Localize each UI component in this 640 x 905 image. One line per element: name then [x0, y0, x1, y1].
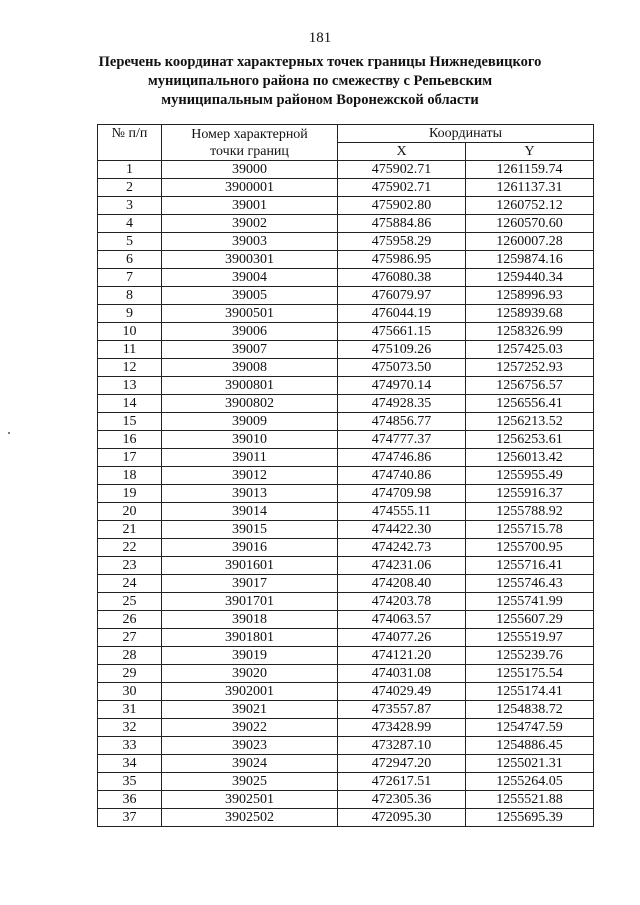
cell-y: 1255607.29: [466, 611, 594, 629]
cell-point: 39013: [162, 485, 338, 503]
cell-point: 39025: [162, 773, 338, 791]
cell-num: 13: [98, 377, 162, 395]
cell-num: 11: [98, 341, 162, 359]
table-row: [98, 521, 594, 539]
cell-x: 473428.99: [338, 719, 466, 737]
cell-y: 1255746.43: [466, 575, 594, 593]
cell-point: 39023: [162, 737, 338, 755]
cell-x: 474242.73: [338, 539, 466, 557]
cell-num: 6: [98, 251, 162, 269]
cell-point: 39004: [162, 269, 338, 287]
cell-x: 474709.98: [338, 485, 466, 503]
cell-point: 3901701: [162, 593, 338, 611]
table-row: [98, 701, 594, 719]
header-num-label: № п/п: [111, 126, 148, 141]
table-row: [98, 773, 594, 791]
table-row: [98, 647, 594, 665]
cell-point: 39010: [162, 431, 338, 449]
cell-x: 473557.87: [338, 701, 466, 719]
cell-x: 474422.30: [338, 521, 466, 539]
cell-num: 20: [98, 503, 162, 521]
cell-x: 475884.86: [338, 215, 466, 233]
cell-x: 475661.15: [338, 323, 466, 341]
table-row: [98, 287, 594, 305]
cell-y: 1258326.99: [466, 323, 594, 341]
cell-num: 35: [98, 773, 162, 791]
cell-y: 1255021.31: [466, 755, 594, 773]
document-title: [60, 53, 580, 110]
cell-x: 476080.38: [338, 269, 466, 287]
cell-x: 474203.78: [338, 593, 466, 611]
table-row: [98, 539, 594, 557]
cell-num: 29: [98, 665, 162, 683]
cell-num: 34: [98, 755, 162, 773]
table-row: [98, 683, 594, 701]
cell-x: 474029.49: [338, 683, 466, 701]
cell-num: 12: [98, 359, 162, 377]
cell-y: 1261159.74: [466, 161, 594, 179]
cell-y: 1256013.42: [466, 449, 594, 467]
cell-point: 39018: [162, 611, 338, 629]
cell-x: 473287.10: [338, 737, 466, 755]
header-coords: Координаты: [338, 125, 594, 143]
table-row: [98, 755, 594, 773]
cell-point: 39017: [162, 575, 338, 593]
cell-y: 1255695.39: [466, 809, 594, 827]
cell-num: 1: [98, 161, 162, 179]
table-row: [98, 485, 594, 503]
cell-point: 3901601: [162, 557, 338, 575]
cell-y: 1256556.41: [466, 395, 594, 413]
cell-y: 1256253.61: [466, 431, 594, 449]
table-row: [98, 341, 594, 359]
cell-point: 39002: [162, 215, 338, 233]
page-number: 181: [308, 30, 332, 46]
header-x: X: [338, 143, 466, 161]
table-row: [98, 431, 594, 449]
header-num: [98, 125, 162, 161]
cell-num: 18: [98, 467, 162, 485]
cell-y: 1255174.41: [466, 683, 594, 701]
scan-speck: [8, 432, 10, 434]
cell-y: 1255955.49: [466, 467, 594, 485]
cell-num: 21: [98, 521, 162, 539]
cell-num: 24: [98, 575, 162, 593]
cell-x: 472305.36: [338, 791, 466, 809]
table-row: [98, 719, 594, 737]
cell-y: 1260752.12: [466, 197, 594, 215]
cell-num: 2: [98, 179, 162, 197]
table-row: [98, 251, 594, 269]
table-row: [98, 593, 594, 611]
cell-y: 1255788.92: [466, 503, 594, 521]
header-y: Y: [466, 143, 594, 161]
cell-num: 27: [98, 629, 162, 647]
cell-point: 39003: [162, 233, 338, 251]
cell-num: 9: [98, 305, 162, 323]
table-row: [98, 413, 594, 431]
cell-point: 39016: [162, 539, 338, 557]
cell-y: 1255521.88: [466, 791, 594, 809]
cell-x: 474970.14: [338, 377, 466, 395]
table-row: [98, 449, 594, 467]
cell-x: 476079.97: [338, 287, 466, 305]
cell-y: 1255519.97: [466, 629, 594, 647]
cell-num: 23: [98, 557, 162, 575]
cell-point: 3900501: [162, 305, 338, 323]
cell-y: 1255264.05: [466, 773, 594, 791]
cell-num: 33: [98, 737, 162, 755]
cell-point: 39022: [162, 719, 338, 737]
cell-x: 474063.57: [338, 611, 466, 629]
table-row: [98, 161, 594, 179]
coordinates-table: [97, 124, 594, 827]
cell-x: 474555.11: [338, 503, 466, 521]
header-point-line-1: Номер характерной: [191, 126, 308, 142]
cell-point: 3902502: [162, 809, 338, 827]
cell-x: 472947.20: [338, 755, 466, 773]
cell-x: 475902.71: [338, 161, 466, 179]
cell-x: 474928.35: [338, 395, 466, 413]
table-row: [98, 197, 594, 215]
cell-y: 1254886.45: [466, 737, 594, 755]
cell-y: 1254838.72: [466, 701, 594, 719]
table-row: [98, 377, 594, 395]
cell-point: 3902001: [162, 683, 338, 701]
table-row: [98, 359, 594, 377]
cell-x: 474740.86: [338, 467, 466, 485]
table-row: [98, 791, 594, 809]
table-row: [98, 269, 594, 287]
cell-y: 1259440.34: [466, 269, 594, 287]
cell-x: 475902.80: [338, 197, 466, 215]
title-line-3: муниципальным районом Воронежской области: [161, 92, 479, 108]
cell-num: 31: [98, 701, 162, 719]
cell-point: 3902501: [162, 791, 338, 809]
cell-point: 39000: [162, 161, 338, 179]
table-row: [98, 737, 594, 755]
title-line-1: Перечень координат характерных точек границы Нижнедевицкого: [98, 54, 542, 70]
cell-num: 19: [98, 485, 162, 503]
cell-y: 1255741.99: [466, 593, 594, 611]
cell-x: 474121.20: [338, 647, 466, 665]
cell-x: 472095.30: [338, 809, 466, 827]
cell-point: 39011: [162, 449, 338, 467]
table-row: [98, 395, 594, 413]
cell-point: 3900301: [162, 251, 338, 269]
cell-x: 475958.29: [338, 233, 466, 251]
cell-y: 1258996.93: [466, 287, 594, 305]
table-row: [98, 503, 594, 521]
cell-num: 32: [98, 719, 162, 737]
cell-point: 39014: [162, 503, 338, 521]
cell-x: 476044.19: [338, 305, 466, 323]
table-row: [98, 809, 594, 827]
table-row: [98, 557, 594, 575]
title-line-2: муниципального района по смежеству с Репьевским: [147, 73, 493, 89]
cell-x: 474777.37: [338, 431, 466, 449]
header-point-line-2: точки границ: [210, 143, 289, 159]
cell-num: 4: [98, 215, 162, 233]
cell-point: 39008: [162, 359, 338, 377]
cell-point: 39020: [162, 665, 338, 683]
table-body: [98, 161, 594, 827]
cell-y: 1256756.57: [466, 377, 594, 395]
cell-x: 474031.08: [338, 665, 466, 683]
cell-point: 3901801: [162, 629, 338, 647]
cell-y: 1255716.41: [466, 557, 594, 575]
cell-y: 1259874.16: [466, 251, 594, 269]
cell-y: 1255916.37: [466, 485, 594, 503]
cell-x: 474077.26: [338, 629, 466, 647]
cell-point: 39024: [162, 755, 338, 773]
cell-point: 39021: [162, 701, 338, 719]
cell-point: 3900001: [162, 179, 338, 197]
cell-y: 1257425.03: [466, 341, 594, 359]
cell-y: 1257252.93: [466, 359, 594, 377]
cell-y: 1258939.68: [466, 305, 594, 323]
table-row: [98, 575, 594, 593]
cell-x: 475902.71: [338, 179, 466, 197]
cell-y: 1255239.76: [466, 647, 594, 665]
cell-num: 3: [98, 197, 162, 215]
table-row: [98, 215, 594, 233]
cell-num: 14: [98, 395, 162, 413]
cell-x: 472617.51: [338, 773, 466, 791]
table-row: [98, 665, 594, 683]
cell-num: 15: [98, 413, 162, 431]
cell-point: 39009: [162, 413, 338, 431]
cell-point: 39007: [162, 341, 338, 359]
cell-num: 28: [98, 647, 162, 665]
cell-num: 5: [98, 233, 162, 251]
header-point: [162, 125, 338, 161]
cell-x: 474231.06: [338, 557, 466, 575]
cell-y: 1254747.59: [466, 719, 594, 737]
cell-y: 1255700.95: [466, 539, 594, 557]
cell-num: 7: [98, 269, 162, 287]
cell-y: 1255175.54: [466, 665, 594, 683]
cell-num: 30: [98, 683, 162, 701]
cell-x: 474208.40: [338, 575, 466, 593]
table-row: [98, 467, 594, 485]
table-row: [98, 233, 594, 251]
table-row: [98, 629, 594, 647]
table-row: [98, 323, 594, 341]
cell-point: 39001: [162, 197, 338, 215]
cell-num: 37: [98, 809, 162, 827]
table-row: [98, 179, 594, 197]
cell-num: 8: [98, 287, 162, 305]
table-row: [98, 611, 594, 629]
cell-num: 17: [98, 449, 162, 467]
cell-x: 474856.77: [338, 413, 466, 431]
table-header: [98, 125, 594, 161]
cell-point: 39019: [162, 647, 338, 665]
cell-x: 474746.86: [338, 449, 466, 467]
cell-num: 26: [98, 611, 162, 629]
cell-point: 39005: [162, 287, 338, 305]
cell-x: 475073.50: [338, 359, 466, 377]
cell-y: 1256213.52: [466, 413, 594, 431]
cell-y: 1255715.78: [466, 521, 594, 539]
cell-y: 1261137.31: [466, 179, 594, 197]
cell-point: 39006: [162, 323, 338, 341]
cell-num: 16: [98, 431, 162, 449]
table-row: [98, 305, 594, 323]
cell-num: 25: [98, 593, 162, 611]
cell-num: 10: [98, 323, 162, 341]
cell-point: 39012: [162, 467, 338, 485]
cell-point: 3900802: [162, 395, 338, 413]
cell-point: 39015: [162, 521, 338, 539]
cell-num: 22: [98, 539, 162, 557]
cell-y: 1260007.28: [466, 233, 594, 251]
cell-num: 36: [98, 791, 162, 809]
cell-point: 3900801: [162, 377, 338, 395]
cell-x: 475109.26: [338, 341, 466, 359]
cell-y: 1260570.60: [466, 215, 594, 233]
cell-x: 475986.95: [338, 251, 466, 269]
